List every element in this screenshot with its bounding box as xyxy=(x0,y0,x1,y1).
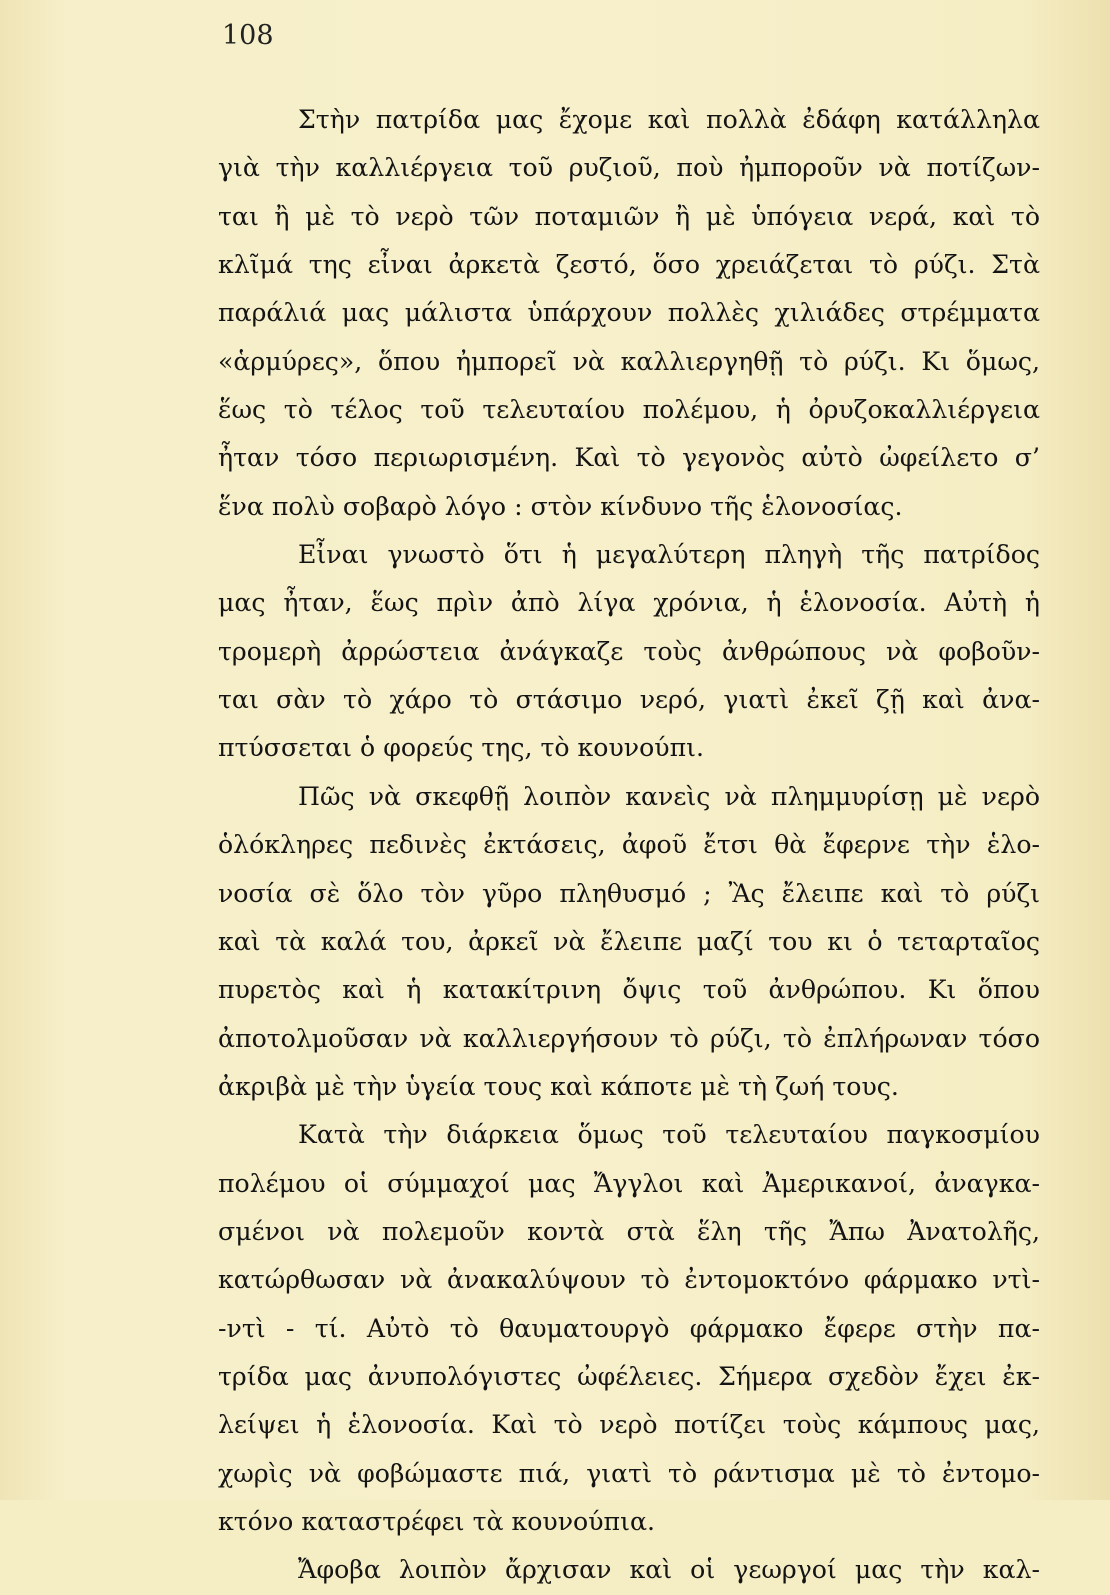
text-line: ἦταν τόσο περιωρισμένη. Καὶ τὸ γεγονὸς αὐτὸ ὠφείλετο σ’ xyxy=(218,443,1040,473)
text-line: -ντὶ - τί. Αὐτὸ τὸ θαυματουργὸ φάρμακο ἔφερε στὴν πα- xyxy=(218,1313,1040,1343)
text-line: Πῶς νὰ σκεφθῇ λοιπὸν κανεὶς νὰ πλημμυρίσῃ μὲ νερὸ xyxy=(298,781,1040,811)
text-line: γιὰ τὴν καλλιέργεια τοῦ ρυζιοῦ, ποὺ ἠμποροῦν νὰ ποτίζων- xyxy=(218,153,1040,183)
page-number: 108 xyxy=(222,20,274,51)
text-line: κατώρθωσαν νὰ ἀνακαλύψουν τὸ ἐντομοκτόνο φάρμακο ντὶ- xyxy=(218,1265,1040,1295)
text-line: ἕνα πολὺ σοβαρὸ λόγο : στὸν κίνδυνο τῆς ἑλονοσίας. xyxy=(218,491,903,521)
text-line: ἕως τὸ τέλος τοῦ τελευταίου πολέμου, ἡ ὀρυζοκαλλιέργεια xyxy=(218,395,1040,425)
text-line: νοσία σὲ ὅλο τὸν γῦρο πληθυσμό ; Ἂς ἔλειπε καὶ τὸ ρύζι xyxy=(218,878,1040,908)
text-line: πυρετὸς καὶ ἡ κατακίτρινη ὄψις τοῦ ἀνθρώπου. Κι ὅπου xyxy=(218,975,1040,1005)
text-line: μας ἦταν, ἕως πρὶν ἀπὸ λίγα χρόνια, ἡ ἑλονοσία. Αὐτὴ ἡ xyxy=(218,588,1040,618)
text-line: πολέμου οἱ σύμμαχοί μας Ἄγγλοι καὶ Ἀμερικανοί, ἀναγκα- xyxy=(218,1168,1040,1198)
text-line: σμένοι νὰ πολεμοῦν κοντὰ στὰ ἕλη τῆς Ἄπω Ἀνατολῆς, xyxy=(218,1216,1040,1246)
body-text xyxy=(218,96,1040,1595)
text-line: ἀποτολμοῦσαν νὰ καλλιεργήσουν τὸ ρύζι, τὸ ἐπλήρωναν τόσο xyxy=(218,1023,1040,1053)
text-line: πτύσσεται ὁ φορεύς της, τὸ κουνούπι. xyxy=(218,733,705,763)
text-line: ται σὰν τὸ χάρο τὸ στάσιμο νερό, γιατὶ ἐκεῖ ζῇ καὶ ἀνα- xyxy=(218,685,1040,715)
text-line: ται ἢ μὲ τὸ νερὸ τῶν ποταμιῶν ἢ μὲ ὑπόγεια νερά, καὶ τὸ xyxy=(218,201,1040,231)
text-line: Ἄφοβα λοιπὸν ἄρχισαν καὶ οἱ γεωργοί μας τὴν καλ- xyxy=(298,1555,1040,1585)
text-line: λείψει ἡ ἑλονοσία. Καὶ τὸ νερὸ ποτίζει τοὺς κάμπους μας, xyxy=(218,1410,1040,1440)
text-line: Κατὰ τὴν διάρκεια ὅμως τοῦ τελευταίου παγκοσμίου xyxy=(298,1120,1040,1150)
text-line: «ἁρμύρες», ὅπου ἠμπορεῖ νὰ καλλιεργηθῇ τὸ ρύζι. Κι ὅμως, xyxy=(218,346,1040,376)
text-line: ἀκριβὰ μὲ τὴν ὑγεία τους καὶ κάποτε μὲ τὴ ζωή τους. xyxy=(218,1071,899,1101)
text-line: Στὴν πατρίδα μας ἔχομε καὶ πολλὰ ἐδάφη κατάλληλα xyxy=(298,105,1040,134)
text-line: καὶ τὰ καλά του, ἀρκεῖ νὰ ἔλειπε μαζί του κι ὁ τεταρταῖος xyxy=(218,926,1040,956)
text-line: χωρὶς νὰ φοβώμαστε πιά, γιατὶ τὸ ράντισμα μὲ τὸ ἐντομο- xyxy=(218,1458,1040,1488)
text-line: κτόνο καταστρέφει τὰ κουνούπια. xyxy=(218,1506,655,1536)
text-line: κλῖμά της εἶναι ἀρκετὰ ζεστό, ὅσο χρειάζεται τὸ ρύζι. Στὰ xyxy=(218,250,1040,280)
text-line: παράλιά μας μάλιστα ὑπάρχουν πολλὲς χιλιάδες στρέμματα xyxy=(218,298,1040,328)
text-line: τρίδα μας ἀνυπολόγιστες ὠφέλειες. Σήμερα σχεδὸν ἔχει ἐκ- xyxy=(218,1361,1040,1391)
text-line: Εἶναι γνωστὸ ὅτι ἡ μεγαλύτερη πληγὴ τῆς πατρίδος xyxy=(298,540,1040,570)
text-line: τρομερὴ ἀρρώστεια ἀνάγκαζε τοὺς ἀνθρώπους νὰ φοβοῦν- xyxy=(218,636,1040,666)
text-line: ὁλόκληρες πεδινὲς ἐκτάσεις, ἀφοῦ ἔτσι θὰ ἔφερνε τὴν ἑλο- xyxy=(218,830,1040,860)
